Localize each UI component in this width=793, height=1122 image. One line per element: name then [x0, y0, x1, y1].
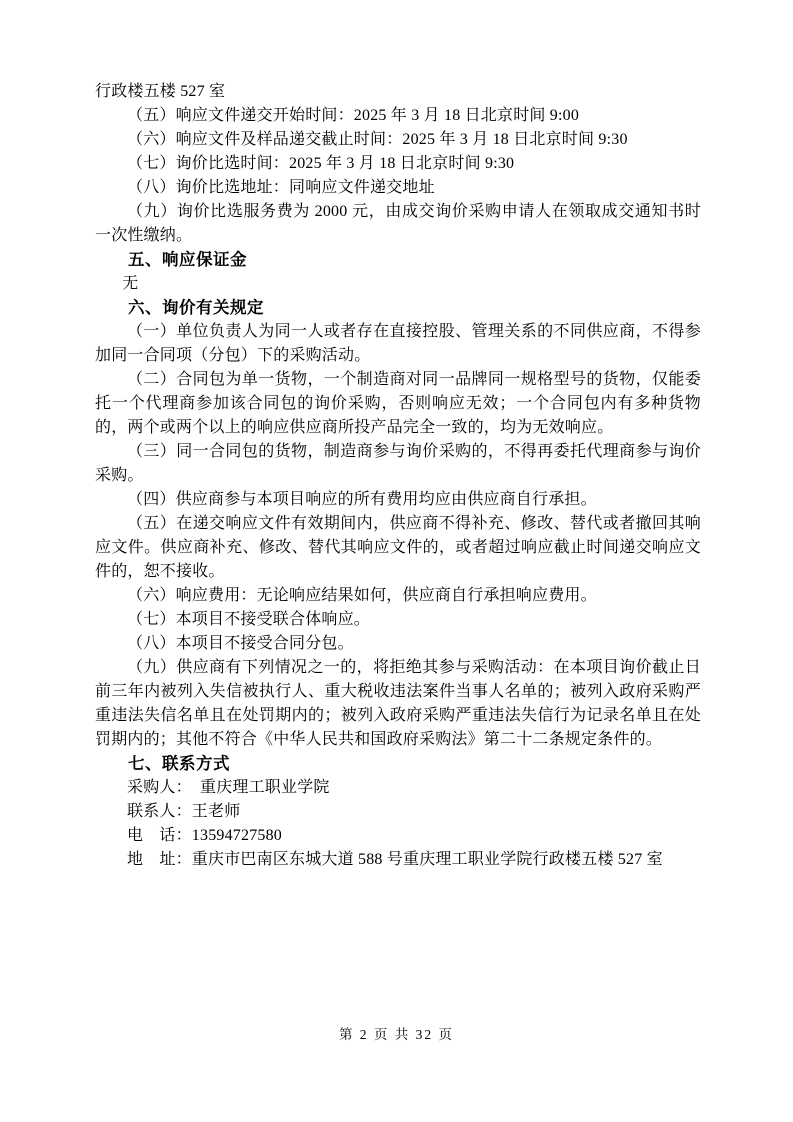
- contact-address: 地 址：重庆市巴南区东城大道 588 号重庆理工职业学院行政楼五楼 527 室: [127, 851, 663, 868]
- section4-item-5: （五）响应文件递交开始时间：2025 年 3 月 18 日北京时间 9:00: [127, 107, 580, 124]
- section5-body: 无: [122, 275, 139, 292]
- section6-item-8: （八）本项目不接受合同分包。: [127, 635, 354, 652]
- document-body: [95, 80, 701, 872]
- section6-item-4: （四）供应商参与本项目响应的所有费用均应由供应商自行承担。: [127, 491, 597, 508]
- contact-phone: 电 话：13594727580: [127, 827, 283, 844]
- section6-item-6: （六）响应费用：无论响应结果如何，供应商自行承担响应费用。: [127, 587, 597, 604]
- section5-heading: 五、响应保证金: [128, 251, 247, 269]
- section6-item-1: （一）单位负责人为同一人或者存在直接控股、管理关系的不同供应商，不得参加同一合同项（分包）下的采购活动。: [95, 323, 701, 364]
- section6-heading: 六、询价有关规定: [128, 299, 264, 317]
- section6-item-7: （七）本项目不接受联合体响应。: [127, 611, 371, 628]
- section6-item-9: （九）供应商有下列情况之一的，将拒绝其参与采购活动：在本项目询价截止日前三年内被列入失信被执行人、重大税收违法案件当事人名单的；被列入政府采购严重违法失信名单且在处罚期内的；被列入政府采购严重违法失信行为记录名单且在处罚期内的；其他不符合《中华人民共和国政府采购法》第二十二条规定条件的。: [95, 659, 701, 748]
- section4-item-6: （六）响应文件及样品递交截止时间：2025 年 3 月 18 日北京时间 9:30: [127, 131, 628, 148]
- section4-item-9: （九）询价比选服务费为 2000 元，由成交询价采购申请人在领取成交通知书时一次性缴纳。: [95, 203, 701, 244]
- section4-item-7: （七）询价比选时间：2025 年 3 月 18 日北京时间 9:30: [127, 155, 515, 172]
- page-number: 第 2 页 共 32 页: [338, 1027, 455, 1042]
- section7-heading: 七、联系方式: [128, 755, 230, 773]
- contact-purchaser: 采购人： 重庆理工职业学院: [127, 779, 330, 796]
- contact-person: 联系人：王老师: [127, 803, 241, 820]
- section6-item-3: （三）同一合同包的货物，制造商参与询价采购的，不得再委托代理商参与询价采购。: [95, 443, 701, 484]
- section4-item-8: （八）询价比选地址：同响应文件递交地址: [127, 179, 435, 196]
- continuation-line: 行政楼五楼 527 室: [95, 83, 226, 100]
- section6-item-5: （五）在递交响应文件有效期间内，供应商不得补充、修改、替代或者撤回其响应文件。供应商补充、修改、替代其响应文件的，或者超过响应截止时间递交响应文件的，恕不接收。: [95, 515, 701, 580]
- section6-item-2: （二）合同包为单一货物，一个制造商对同一品牌同一规格型号的货物，仅能委托一个代理商参加该合同包的询价采购，否则响应无效；一个合同包内有多种货物的，两个或两个以上的响应供应商所投产品完全一致的，均为无效响应。: [95, 371, 701, 436]
